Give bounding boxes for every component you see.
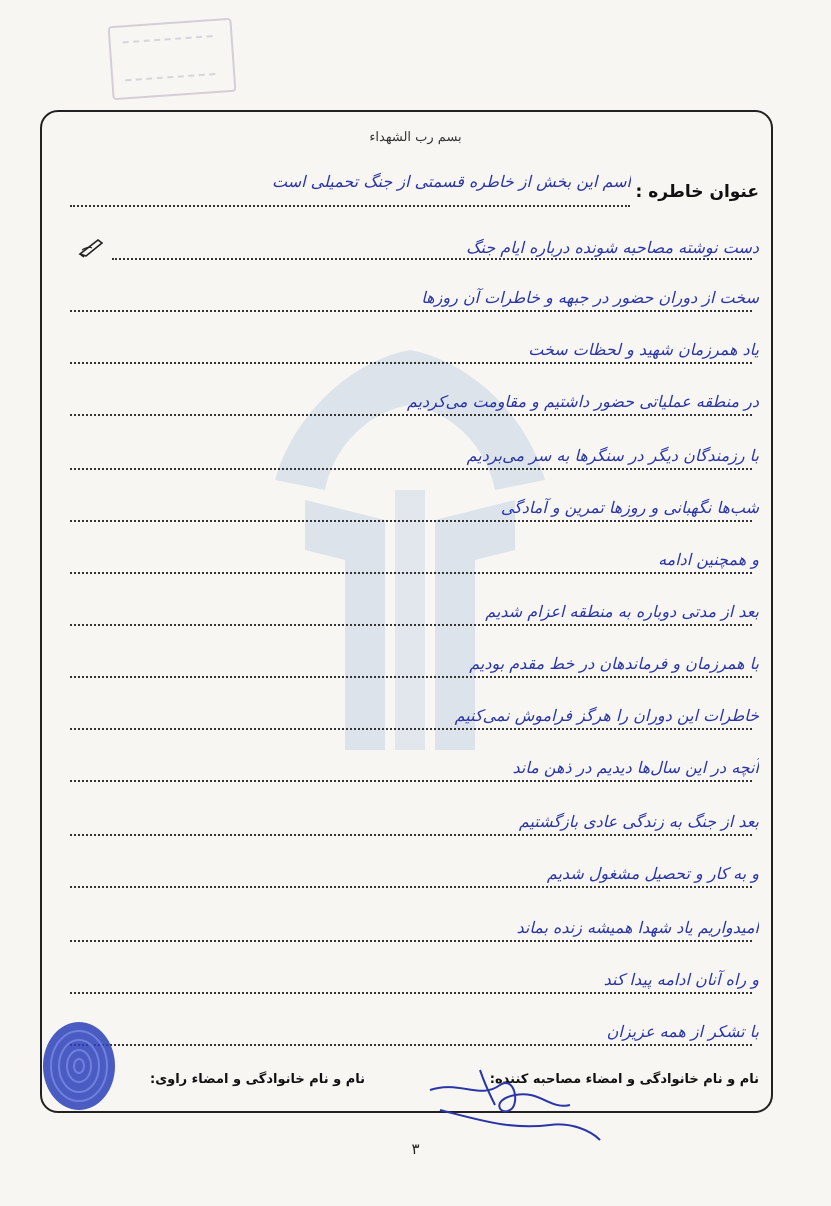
handwritten-line-12: بعد از جنگ به زندگی عادی بازگشتیم: [518, 812, 759, 831]
signature-scribble: [420, 1050, 610, 1150]
ruled-line-6: [70, 520, 752, 522]
ruled-line-3: [70, 362, 752, 364]
ruled-line-5: [70, 468, 752, 470]
handwritten-line-6: شب‌ها نگهبانی و روزها تمرین و آمادگی: [500, 498, 759, 517]
narrator-signature-label: نام و نام خانوادگی و امضاء راوی:: [150, 1072, 365, 1087]
handwritten-line-11: آنچه در این سال‌ها دیدیم در ذهن ماند: [512, 758, 759, 777]
faded-stamp: [108, 18, 237, 100]
ruled-line-10: [70, 728, 752, 730]
pen-hand-icon: [78, 236, 104, 258]
handwritten-line-8: بعد از مدتی دوباره به منطقه اعزام شدیم: [485, 602, 759, 621]
memory-title-label: عنوان خاطره :: [635, 182, 759, 202]
memory-title-handwriting: اسم این بخش از خاطره قسمتی از جنگ تحمیلی است: [271, 172, 631, 191]
handwritten-line-10: خاطرات این دوران را هرگز فراموش نمی‌کنیم: [454, 706, 759, 725]
interviewer-signature-label: نام و نام خانوادگی و امضاء مصاحبه کننده:: [489, 1072, 759, 1087]
ruled-line-1: [112, 258, 752, 260]
handwritten-line-2: سخت از دوران حضور در جبهه و خاطرات آن روزها: [421, 288, 759, 307]
title-rule: [70, 205, 630, 207]
ruled-line-16: [70, 1044, 752, 1046]
ruled-line-15: [70, 992, 752, 994]
ruled-line-12: [70, 834, 752, 836]
handwritten-line-9: با همرزمان و فرماندهان در خط مقدم بودیم: [469, 654, 759, 673]
basmala-header: بسم رب الشهداء: [369, 130, 462, 145]
handwritten-line-1: دست نوشته مصاحبه شونده درباره ایام جنگ: [466, 238, 759, 257]
handwritten-line-4: در منطقه عملیاتی حضور داشتیم و مقاومت می‌کردیم: [406, 392, 759, 411]
handwritten-line-5: با رزمندگان دیگر در سنگرها به سر می‌بردیم: [466, 446, 759, 465]
ruled-line-9: [70, 676, 752, 678]
ruled-line-13: [70, 886, 752, 888]
handwritten-line-13: و به کار و تحصیل مشغول شدیم: [546, 864, 759, 883]
ruled-line-11: [70, 780, 752, 782]
handwritten-line-16: با تشکر از همه عزیزان: [606, 1022, 759, 1041]
ruled-line-2: [70, 310, 752, 312]
handwritten-line-14: امیدواریم یاد شهدا همیشه زنده بماند: [516, 918, 759, 937]
handwritten-line-15: و راه آنان ادامه پیدا کند: [603, 970, 759, 989]
handwritten-line-7: و همچنین ادامه: [658, 550, 759, 569]
ruled-line-8: [70, 624, 752, 626]
handwritten-line-3: یاد همرزمان شهید و لحظات سخت: [528, 340, 759, 359]
page-number: ۳: [411, 1140, 420, 1158]
ruled-line-4: [70, 414, 752, 416]
fingerprint-mark: [38, 1018, 120, 1114]
ruled-line-14: [70, 940, 752, 942]
ruled-line-7: [70, 572, 752, 574]
